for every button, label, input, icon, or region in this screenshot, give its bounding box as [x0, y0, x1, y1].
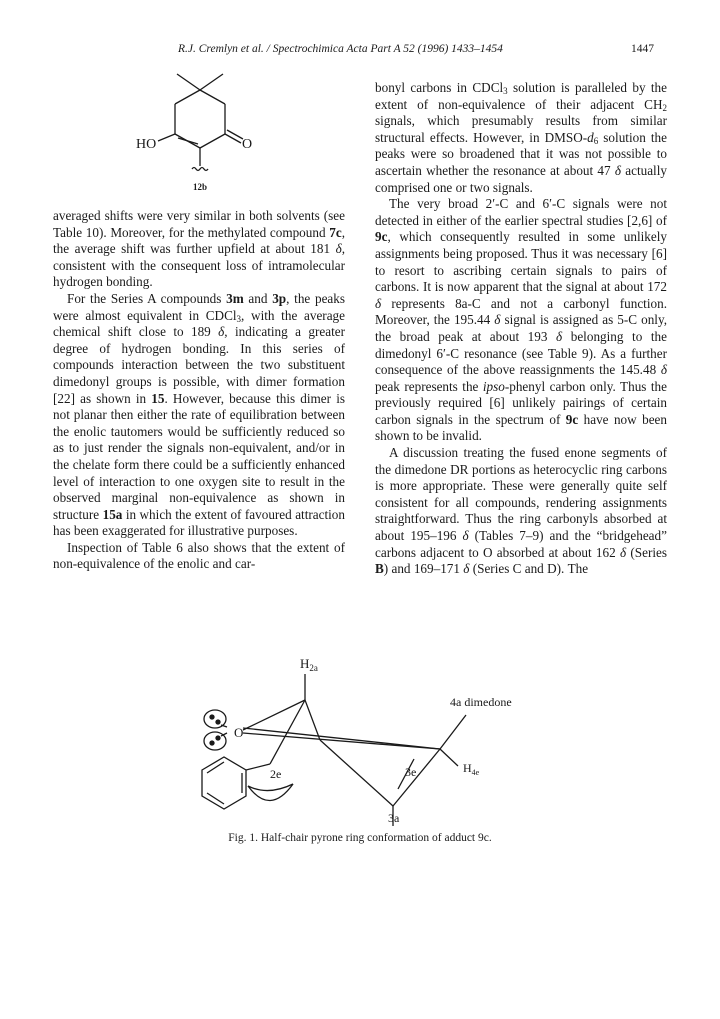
- figure-1: [150, 646, 570, 826]
- label-4a-dimedone: 4a dimedone: [450, 695, 512, 709]
- paragraph: Inspection of Table 6 also shows that the extent of non-equivalence of the enolic and car-: [53, 539, 345, 572]
- label-3e: 3e: [405, 765, 417, 779]
- atom-ho: HO: [136, 137, 157, 152]
- paragraph: The very broad 2′-C and 6′-C signals were not detected in either of the earlier spectral studies [2,6] of 9c, which consequently resulted in some unlikely assignments being proposed. Thus it was necessary [6] to resort to ascribing certain signals to pairs of carbons. It is now apparent that the signal at about 172 δ represents 8a-C and not a carbonyl function. Moreover, the 195.44 δ signal is assigned as 5-C only, the broad peak at about 193 δ belonging to the dimedonyl 6′-C resonance (see Table 9). As a further consequence of the above reassignments the 145.48 δ peak represents the ipso-phenyl carbon only. Thus the previously required [6] unlikely pairings of certain carbon signals in the spectrum of 9c have now been shown to be invalid.: [375, 196, 667, 444]
- paragraph: A discussion treating the fused enone segments of the dimedone DR portions as heterocyclic ring carbons is more appropriate. These were generally quite self consistent for all compounds, rendering assignments straightforward. Thus the ring carbonyls absorbed at about 195–196 δ (Tables 7–9) and the “bridgehead” carbons adjacent to O absorbed at about 162 δ (Series B) and 169–171 δ (Series C and D). The: [375, 445, 667, 577]
- atom-o: O: [242, 137, 253, 152]
- left-column: [53, 208, 345, 573]
- paragraph: bonyl carbons in CDCl$_3$ solution is paralleled by the extent of non-equivalence of their adjacent $CH_2$ signals, which presumably results from similar structural effects. However, in DMSO-$d_6$ solution the peaks were so broadened that it was not possible to ascertain whether the resonance at about 47 δ actually comprised one or two signals.: [375, 80, 668, 195]
- page-number: 1447: [631, 43, 654, 55]
- right-column: [375, 80, 667, 578]
- paragraph: For the Series A compounds 3m and 3p, the peaks were almost equivalent in CDCl$_3$, with the average chemical shift close to 189 δ, indicating a greater degree of hydrogen bonding. In this series of compounds interaction between the two substituent dimedonyl groups is possible, with dimer formation [22] as shown in 15. However, because this dimer is not planar then either the rate of equilibration between the enolic tautomers would be sufficiently reduced so as to just render the signals non-equivalent, and/or in the chelate form there could be a sufficiently enhanced level of interaction to one oxygen site to result in the observed marginal non-equivalence as shown in structure 15a in which the extent of favoured attraction has been exaggerated for illustrative purposes.: [53, 290, 346, 539]
- structure-label-12b: 12b: [193, 182, 208, 192]
- label-h2a: $H_{2a}$: [300, 656, 318, 673]
- label-o: O: [234, 725, 244, 740]
- page-header: [0, 43, 720, 59]
- label-h4e: $H_{4e}$: [463, 761, 480, 777]
- figure-caption: Fig. 1. Half-chair pyrone ring conformation of adduct 9c.: [228, 832, 492, 844]
- label-3a: 3a: [388, 811, 400, 825]
- running-head: R.J. Cremlyn et al. / Spectrochimica Acta Part A 52 (1996) 1433–1454: [178, 43, 503, 55]
- label-2e: 2e: [270, 767, 282, 781]
- paragraph: averaged shifts were very similar in both solvents (see Table 10). Moreover, for the methylated compound 7c, the average shift was further upfield at about 181 δ, consistent with the consequent loss of intramolecular hydrogen bonding.: [53, 208, 345, 290]
- structure-12b: [90, 66, 310, 198]
